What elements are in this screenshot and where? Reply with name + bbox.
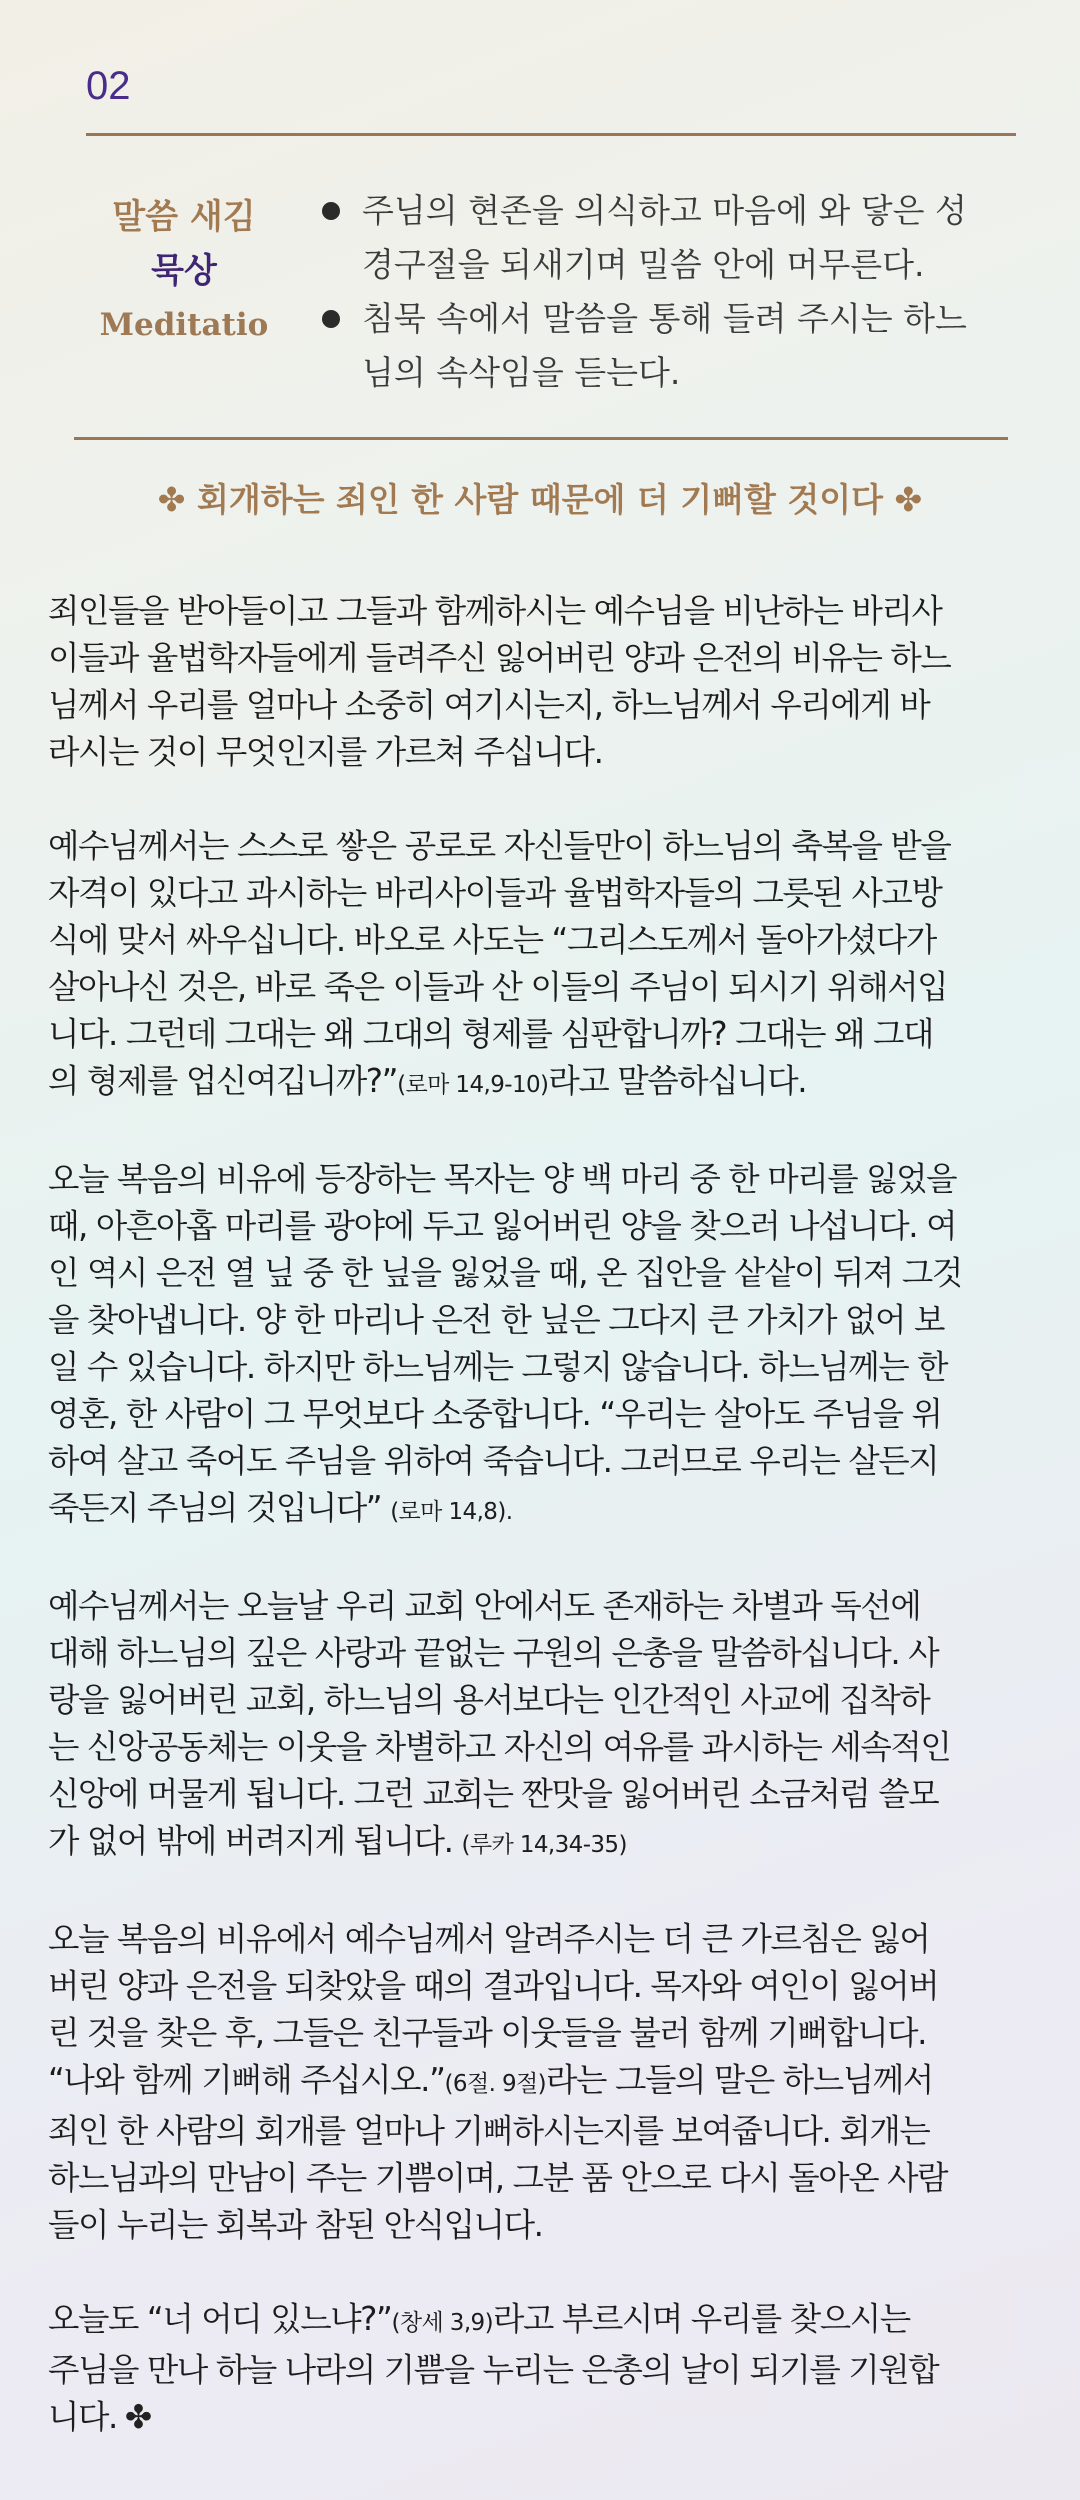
label-line-3: Meditatio <box>99 307 269 343</box>
line-text: 의 형제를 업신여깁니까?” <box>48 1062 398 1100</box>
paragraph-line <box>48 1011 1038 1058</box>
paragraph-line <box>48 1724 1038 1771</box>
label-line-1: 말씀 새김 <box>112 197 256 237</box>
section-number: 02 <box>86 64 131 108</box>
paragraph-line <box>48 917 1038 964</box>
paragraph-line <box>48 823 1038 870</box>
line-text: 님께서 우리를 얼마나 소중히 여기시는지, 하느님께서 우리에게 바 <box>48 686 930 724</box>
paragraph-line <box>48 1438 1038 1485</box>
line-text: 죄인 한 사람의 회개를 얼마나 기뻐하시는지를 보여줍니다. 회개는 <box>48 2112 930 2150</box>
scripture-reference: (창세 3,9) <box>391 2310 493 2336</box>
paragraph-line <box>48 1344 1038 1391</box>
instruction-item <box>318 184 1030 292</box>
line-text: 라시는 것이 무엇인지를 가르쳐 주십니다. <box>48 733 603 771</box>
line-text: 대해 하느님의 깊은 사랑과 끝없는 구원의 은총을 말씀하십니다. 사 <box>48 1634 939 1672</box>
paragraph-line <box>48 729 1038 776</box>
line-text: 인 역시 은전 열 닢 중 한 닢을 잃었을 때, 온 집안을 샅샅이 뒤져 그것 <box>48 1254 962 1292</box>
paragraph-line <box>48 588 1038 635</box>
line-text: 이들과 율법학자들에게 들려주신 잃어버린 양과 은전의 비유는 하느 <box>48 639 951 677</box>
line-text: 신앙에 머물게 됩니다. 그런 교회는 짠맛을 잃어버린 소금처럼 쓸모 <box>48 1775 939 1813</box>
reflection-body <box>48 588 1038 2488</box>
paragraph-line <box>48 1583 1038 1630</box>
paragraph-line <box>48 1058 1038 1109</box>
bullet-icon <box>322 202 340 220</box>
scripture-reference: (루카 14,34-35) <box>461 1832 627 1858</box>
scripture-reference: (로마 14,9-10) <box>397 1072 549 1098</box>
line-text: 을 찾아냅니다. 양 한 마리나 은전 한 닢은 그다지 큰 가치가 없어 보 <box>48 1301 944 1339</box>
paragraph-line <box>48 2394 1038 2441</box>
middle-divider <box>74 437 1008 440</box>
paragraph-line <box>48 2202 1038 2249</box>
line-text: 는 신앙공동체는 이웃을 차별하고 자신의 여유를 과시하는 세속적인 <box>48 1728 951 1766</box>
line-text: 린 것을 찾은 후, 그들은 친구들과 이웃들을 불러 함께 기뻐합니다. <box>48 2014 927 2052</box>
line-text: 오늘 복음의 비유에서 예수님께서 알려주시는 더 큰 가르침은 잃어 <box>48 1920 930 1958</box>
line-text: 살아나신 것은, 바로 죽은 이들과 산 이들의 주님이 되시기 위해서입 <box>48 968 948 1006</box>
line-text: “나와 함께 기뻐해 주십시오.” <box>48 2061 445 2099</box>
paragraph-line <box>48 2347 1038 2394</box>
scripture-reference: (6절. 9절) <box>444 2071 547 2097</box>
paragraph <box>48 823 1038 1109</box>
paragraph-line <box>48 1156 1038 1203</box>
line-text: 랑을 잃어버린 교회, 하느님의 용서보다는 인간적인 사교에 집착하 <box>48 1681 930 1719</box>
paragraph-line <box>48 870 1038 917</box>
paragraph <box>48 2296 1038 2441</box>
line-text: 버린 양과 은전을 되찾았을 때의 결과입니다. 목자와 여인이 잃어버 <box>48 1967 939 2005</box>
line-text: 죄인들을 받아들이고 그들과 함께하시는 예수님을 비난하는 바리사 <box>48 592 942 630</box>
paragraph-line <box>48 1485 1038 1536</box>
instruction-line: 침묵 속에서 말씀을 통해 들려 주시는 하느 <box>362 299 967 338</box>
line-text: 들이 누리는 회복과 참된 안식입니다. <box>48 2206 543 2244</box>
reflection-title-text: 회개하는 죄인 한 사람 때문에 더 기뻐할 것이다 <box>196 480 884 519</box>
line-text: 하느님과의 만남이 주는 기쁨이며, 그분 품 안으로 다시 돌아온 사람 <box>48 2159 948 2197</box>
paragraph-line <box>48 1818 1038 1869</box>
line-text: 때, 아흔아홉 마리를 광야에 두고 잃어버린 양을 찾으러 나섭니다. 여 <box>48 1207 957 1245</box>
paragraph-line <box>48 1250 1038 1297</box>
label-line-2: 묵상 <box>151 251 217 291</box>
meditatio-label <box>84 190 284 352</box>
paragraph-line <box>48 1203 1038 1250</box>
line-text: 예수님께서는 오늘날 우리 교회 안에서도 존재하는 차별과 독선에 <box>48 1587 921 1625</box>
instruction-line: 주님의 현존을 의식하고 마음에 와 닿은 성 <box>362 191 967 230</box>
line-text: 주님을 만나 하늘 나라의 기쁨을 누리는 은총의 날이 되기를 기원합 <box>48 2351 939 2389</box>
paragraph <box>48 1156 1038 1536</box>
line-text: 니다. 그런데 그대는 왜 그대의 형제를 심판합니까? 그대는 왜 그대 <box>48 1015 934 1053</box>
paragraph-line <box>48 2155 1038 2202</box>
line-text: 니다. <box>48 2398 117 2436</box>
paragraph-line <box>48 1677 1038 1724</box>
end-ornament-icon: ✤ <box>124 2398 151 2436</box>
reflection-title <box>40 474 1040 521</box>
paragraph-line <box>48 682 1038 729</box>
paragraph-line <box>48 1630 1038 1677</box>
ornament-icon: ✤ <box>894 480 923 519</box>
paragraph-line <box>48 964 1038 1011</box>
paragraph <box>48 588 1038 776</box>
line-text: 죽든지 주님의 것입니다” <box>48 1489 391 1527</box>
line-text: 영혼, 한 사람이 그 무엇보다 소중합니다. “우리는 살아도 주님을 위 <box>48 1395 942 1433</box>
line-text-continued: 라고 부르시며 우리를 찾으시는 <box>492 2300 910 2338</box>
line-text: 자격이 있다고 과시하는 바리사이들과 율법학자들의 그릇된 사고방 <box>48 874 942 912</box>
paragraph-line <box>48 1297 1038 1344</box>
ornament-icon: ✤ <box>157 480 186 519</box>
instruction-list <box>318 184 1030 400</box>
paragraph-line <box>48 2296 1038 2347</box>
top-divider <box>86 133 1016 136</box>
instruction-line: 님의 속삭임을 듣는다. <box>362 353 681 392</box>
line-text: 예수님께서는 스스로 쌓은 공로로 자신들만이 하느님의 축복을 받을 <box>48 827 951 865</box>
line-text-continued: 라는 그들의 말은 하느님께서 <box>546 2061 933 2099</box>
line-text: 가 없어 밖에 버려지게 됩니다. <box>48 1822 462 1860</box>
line-text: 오늘도 “너 어디 있느냐?” <box>48 2300 392 2338</box>
paragraph-line <box>48 2057 1038 2108</box>
instruction-line: 경구절을 되새기며 밀씀 안에 머무른다. <box>362 245 925 284</box>
paragraph-line <box>48 2010 1038 2057</box>
paragraph-line <box>48 1391 1038 1438</box>
paragraph-line <box>48 1771 1038 1818</box>
instruction-item <box>318 292 1030 400</box>
paragraph <box>48 1583 1038 1869</box>
line-text: 식에 맞서 싸우십니다. 바오로 사도는 “그리스도께서 돌아가셨다가 <box>48 921 936 959</box>
line-text: 오늘 복음의 비유에 등장하는 목자는 양 백 마리 중 한 마리를 잃었을 <box>48 1160 957 1198</box>
paragraph-line <box>48 635 1038 682</box>
line-text: 일 수 있습니다. 하지만 하느님께는 그렇지 않습니다. 하느님께는 한 <box>48 1348 948 1386</box>
scripture-reference: (로마 14,8). <box>390 1499 513 1525</box>
paragraph-line <box>48 2108 1038 2155</box>
paragraph-line <box>48 1916 1038 1963</box>
paragraph <box>48 1916 1038 2249</box>
bullet-icon <box>322 310 340 328</box>
paragraph-line <box>48 1963 1038 2010</box>
line-text-continued: 라고 말씀하십니다. <box>548 1062 807 1100</box>
line-text: 하여 살고 죽어도 주님을 위하여 죽습니다. 그러므로 우리는 살든지 <box>48 1442 939 1480</box>
